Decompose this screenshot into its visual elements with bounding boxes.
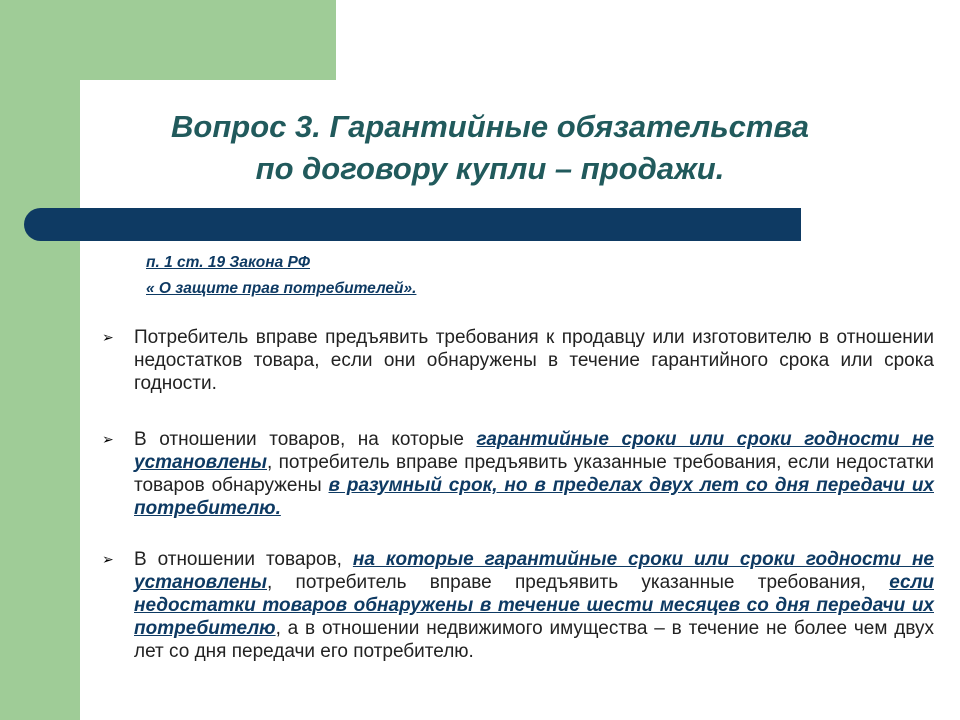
bullet-text xyxy=(134,548,934,663)
title-line-2: по договору купли – продажи. xyxy=(255,151,725,186)
bullet-highlight-text: если недостатки товаров обнаружены в течение шести месяцев со дня передачи их потребителю xyxy=(134,572,934,639)
arrowhead-bullet-icon: ➢ xyxy=(102,551,114,567)
bullet-item-1 xyxy=(102,326,938,398)
title-divider-bar xyxy=(24,208,801,241)
bullet-plain-text: , потребитель вправе предъявить указанные требования, xyxy=(267,572,890,593)
bullet-text xyxy=(134,428,934,520)
bullet-highlight-text: в разумный срок, но в пределах двух лет со дня передачи их потребителю. xyxy=(134,475,934,519)
bullet-plain-text: , потребитель вправе предъявить указанные требования, если недостатки товаров обнаружены xyxy=(134,452,934,496)
bullet-plain-text: В отношении товаров, xyxy=(134,549,353,570)
bullet-text: Потребитель вправе предъявить требования к продавцу или изготовителю в отношении недостатков товара, если они обнаружены в течение гарантийного срока или срока годности. xyxy=(134,327,934,394)
bullet-item-2 xyxy=(102,428,938,524)
bullet-highlight-text: гарантийные сроки или сроки годности не установлены xyxy=(134,429,934,473)
arrowhead-bullet-icon: ➢ xyxy=(102,329,114,345)
arrowhead-bullet-icon: ➢ xyxy=(102,431,114,447)
slide-title xyxy=(90,106,890,190)
title-line-1: Вопрос 3. Гарантийные обязательства xyxy=(171,109,809,144)
reference-line-1: п. 1 ст. 19 Закона РФ xyxy=(146,254,310,271)
bullet-item-3 xyxy=(102,548,938,688)
bullet-plain-text: , а в отношении недвижимого имущества – в течение не более чем двух лет со дня передачи его потребителю. xyxy=(134,618,934,662)
reference-line-2: « О защите прав потребителей». xyxy=(146,280,417,297)
bullet-plain-text: В отношении товаров, на которые xyxy=(134,429,477,450)
bullet-highlight-text: на которые гарантийные сроки или сроки годности не установлены xyxy=(134,549,934,593)
green-accent-left xyxy=(0,80,80,720)
green-accent-top xyxy=(0,0,336,80)
